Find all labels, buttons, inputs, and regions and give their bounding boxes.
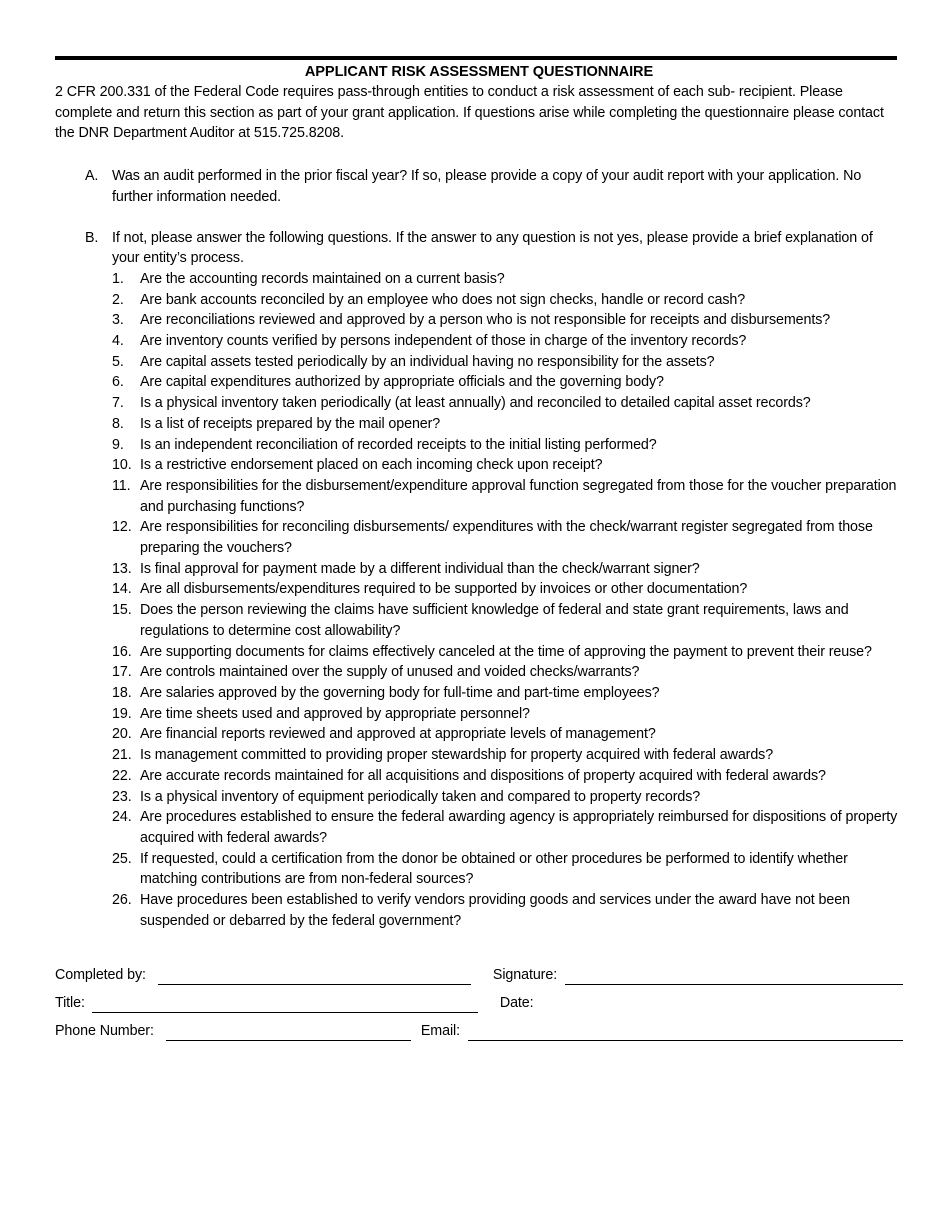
question-item	[112, 787, 903, 808]
email-input[interactable]	[468, 1020, 903, 1041]
question-item	[112, 269, 903, 290]
question-item	[112, 724, 903, 745]
completed-by-label: Completed by:	[55, 967, 146, 984]
date-label: Date:	[499, 995, 534, 1012]
question-text: Are accurate records maintained for all acquisitions and dispositions of property acquired with federal awards?	[140, 767, 826, 784]
question-number: 26.	[112, 892, 132, 909]
question-item	[112, 849, 903, 890]
question-item	[112, 745, 903, 766]
question-text: Are responsibilities for reconciling disbursements/ expenditures with the check/warrant register segregated from those preparing the vouchers?	[140, 519, 873, 557]
question-text: Are inventory counts verified by persons independent of those in charge of the inventory records?	[140, 333, 747, 350]
question-number: 21.	[112, 747, 132, 764]
question-number: 16.	[112, 643, 132, 660]
section-b-item	[85, 228, 903, 269]
question-number: 22.	[112, 767, 132, 784]
question-item	[112, 559, 903, 580]
question-number: 5.	[112, 353, 124, 370]
question-number: 3.	[112, 312, 124, 329]
question-number: 1.	[112, 270, 124, 287]
question-text: Is a list of receipts prepared by the mail opener?	[140, 415, 441, 432]
question-item	[112, 642, 903, 663]
form-row-completed-signature	[55, 957, 903, 985]
question-item	[112, 455, 903, 476]
form-row-title-date	[55, 985, 903, 1013]
question-text: Are capital assets tested periodically by an individual having no responsibility for the assets?	[140, 353, 715, 370]
question-text: Are controls maintained over the supply of unused and voided checks/warrants?	[140, 664, 640, 681]
question-number: 6.	[112, 374, 124, 391]
question-number: 4.	[112, 333, 124, 350]
question-item	[112, 517, 903, 558]
question-number: 12.	[112, 519, 132, 536]
email-label: Email:	[420, 1023, 460, 1040]
question-number: 23.	[112, 788, 132, 805]
question-text: Are financial reports reviewed and approved at appropriate levels of management?	[140, 726, 656, 743]
question-text: Are responsibilities for the disbursement/expenditure approval function segregated from those for the voucher preparation and purchasing functions?	[140, 477, 897, 515]
question-item	[112, 579, 903, 600]
question-text: Are procedures established to ensure the federal awarding agency is appropriately reimbursed for dispositions of property acquired with federal awards?	[140, 809, 898, 846]
question-text: Does the person reviewing the claims have sufficient knowledge of federal and state grant requirements, laws and regulations to determine cost allowability?	[140, 602, 849, 639]
question-item	[112, 352, 903, 373]
question-number: 2.	[112, 291, 124, 308]
question-text: Are time sheets used and approved by appropriate personnel?	[140, 705, 530, 722]
question-item	[112, 393, 903, 414]
form-row-phone-email	[55, 1013, 903, 1041]
question-number: 20.	[112, 726, 132, 743]
section-a-marker: A.	[85, 168, 99, 185]
question-text: Is management committed to providing proper stewardship for property acquired with federal awards?	[140, 747, 774, 764]
question-list	[55, 269, 903, 932]
title-label: Title:	[55, 995, 85, 1012]
question-number: 24.	[112, 809, 132, 826]
top-divider	[55, 56, 897, 60]
question-item	[112, 683, 903, 704]
question-text: Is a physical inventory of equipment periodically taken and compared to property records?	[140, 788, 701, 805]
phone-number-label: Phone Number:	[55, 1023, 154, 1040]
question-number: 8.	[112, 415, 124, 432]
title-input[interactable]	[92, 992, 478, 1013]
question-item	[112, 435, 903, 456]
question-item	[112, 807, 903, 848]
question-text: Are capital expenditures authorized by appropriate officials and the governing body?	[140, 374, 664, 391]
question-item	[112, 890, 903, 931]
section-b-text: If not, please answer the following questions. If the answer to any question is not yes, please provide a brief explanation of your entity’s process.	[112, 229, 873, 267]
question-text: Are supporting documents for claims effectively canceled at the time of approving the payment to prevent their reuse?	[140, 643, 872, 660]
question-text: Is final approval for payment made by a different individual than the check/warrant signer?	[140, 560, 700, 577]
question-text: Have procedures been established to verify vendors providing goods and services under the award have not been suspended or debarred by the federal government?	[140, 892, 850, 929]
question-number: 19.	[112, 705, 132, 722]
question-number: 15.	[112, 602, 132, 619]
signature-label: Signature:	[492, 967, 558, 984]
question-number: 18.	[112, 684, 132, 701]
question-text: Are the accounting records maintained on a current basis?	[140, 270, 505, 287]
section-a-text: Was an audit performed in the prior fiscal year? If so, please provide a copy of your audit report with your application. No further information needed.	[112, 168, 862, 205]
phone-number-input[interactable]	[166, 1020, 411, 1041]
question-text: Is an independent reconciliation of recorded receipts to the initial listing performed?	[140, 436, 657, 453]
question-item	[112, 331, 903, 352]
question-text: Are salaries approved by the governing body for full-time and part-time employees?	[140, 684, 660, 701]
question-number: 11.	[112, 477, 131, 494]
question-item	[112, 290, 903, 311]
page-title: APPLICANT RISK ASSESSMENT QUESTIONNAIRE	[304, 64, 654, 80]
question-number: 10.	[112, 457, 132, 474]
question-number: 14.	[112, 581, 132, 598]
question-text: Is a physical inventory taken periodically (at least annually) and reconciled to detailed capital asset records?	[140, 395, 811, 412]
question-number: 9.	[112, 436, 124, 453]
question-text: Are bank accounts reconciled by an employee who does not sign checks, handle or record cash?	[140, 291, 746, 308]
question-item	[112, 414, 903, 435]
question-text: Are all disbursements/expenditures required to be supported by invoices or other documentation?	[140, 581, 748, 598]
question-number: 25.	[112, 850, 132, 867]
question-number: 17.	[112, 664, 132, 681]
question-item	[112, 704, 903, 725]
completed-by-input[interactable]	[158, 964, 471, 985]
completion-form	[55, 957, 903, 1041]
question-text: Are reconciliations reviewed and approved by a person who is not responsible for receipts and disbursements?	[140, 312, 831, 329]
question-text: Is a restrictive endorsement placed on each incoming check upon receipt?	[140, 457, 603, 474]
section-a-item	[85, 166, 903, 207]
question-text: If requested, could a certification from the donor be obtained or other procedures be performed to identify whether matching contributions are from non-federal sources?	[140, 850, 848, 888]
intro-paragraph: 2 CFR 200.331 of the Federal Code requires pass-through entities to conduct a risk assessment of each sub- recipient. Please complete and return this section as part of your grant application. If questions arise while completing the questionnaire please contact the DNR Department Auditor at 515.725.8208.	[55, 84, 884, 142]
question-item	[112, 372, 903, 393]
question-number: 7.	[112, 395, 124, 412]
question-item	[112, 310, 903, 331]
question-number: 13.	[112, 560, 132, 577]
question-item	[112, 476, 903, 517]
question-item	[112, 600, 903, 641]
section-b-marker: B.	[85, 229, 99, 246]
question-item	[112, 662, 903, 683]
question-item	[112, 766, 903, 787]
signature-input[interactable]	[565, 964, 903, 985]
